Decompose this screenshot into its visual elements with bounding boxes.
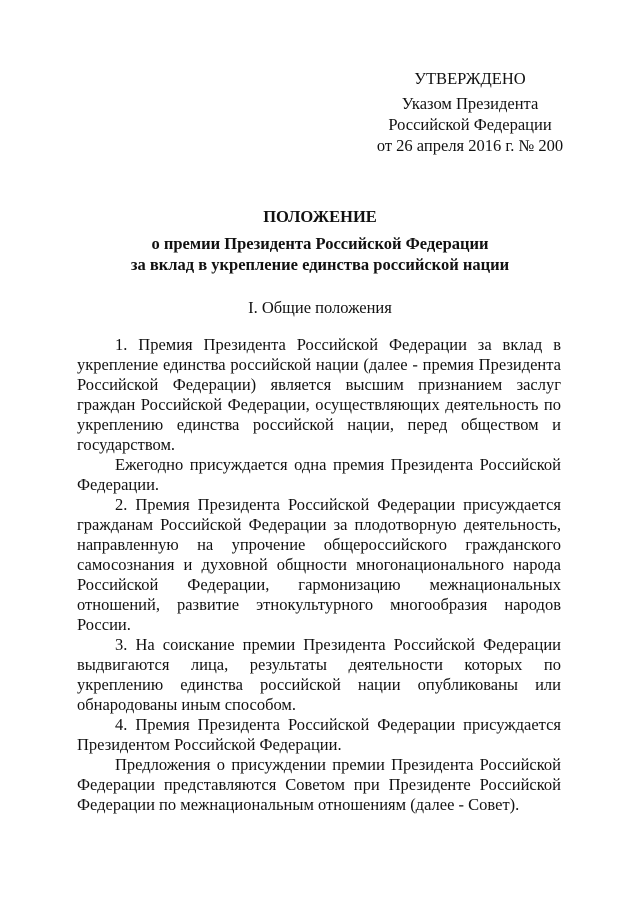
document-subtitle-1: о премии Президента Российской Федерации (151, 234, 489, 253)
document-body (77, 335, 561, 815)
approval-stamp (360, 68, 580, 156)
paragraph-4: 3. На соискание премии Президента Российской Федерации выдвигаются лица, результаты деятельности которых по укреплению единства российской нации опубликованы или обнародованы иным способом. (77, 635, 561, 714)
document-title: ПОЛОЖЕНИЕ (263, 207, 377, 226)
approval-heading: УТВЕРЖДЕНО (414, 69, 526, 88)
document-title-block (70, 206, 570, 275)
approval-line-1: Указом Президента (401, 94, 539, 113)
paragraph-3: 2. Премия Президента Российской Федерации присуждается гражданам Российской Федерации за плодотворную деятельность, направленную на упрочение общероссийского гражданского самосознания и духовной общности многонационального народа Российской Федерации, гармонизацию межнациональных отношений, развитие этнокультурного многообразия народов России. (77, 495, 561, 634)
paragraph-1: 1. Премия Президента Российской Федерации за вклад в укрепление единства российской нации (далее - премия Президента Российской Федерации) является высшим признанием заслуг граждан Российской Федерации, осуществляющих деятельность по укреплению единства российской нации, перед обществом и государством. (77, 335, 561, 454)
paragraph-5: 4. Премия Президента Российской Федерации присуждается Президентом Российской Федерации. (77, 715, 561, 754)
paragraph-6: Предложения о присуждении премии Президента Российской Федерации представляются Советом при Президенте Российской Федерации по межнациональным отношениям (далее - Совет). (77, 755, 561, 814)
document-subtitle-2: за вклад в укрепление единства российской нации (130, 255, 510, 274)
section-heading: I. Общие положения (248, 298, 392, 317)
approval-line-3: от 26 апреля 2016 г. № 200 (376, 136, 564, 155)
approval-line-2: Российской Федерации (388, 115, 552, 134)
paragraph-2: Ежегодно присуждается одна премия Президента Российской Федерации. (77, 455, 561, 494)
